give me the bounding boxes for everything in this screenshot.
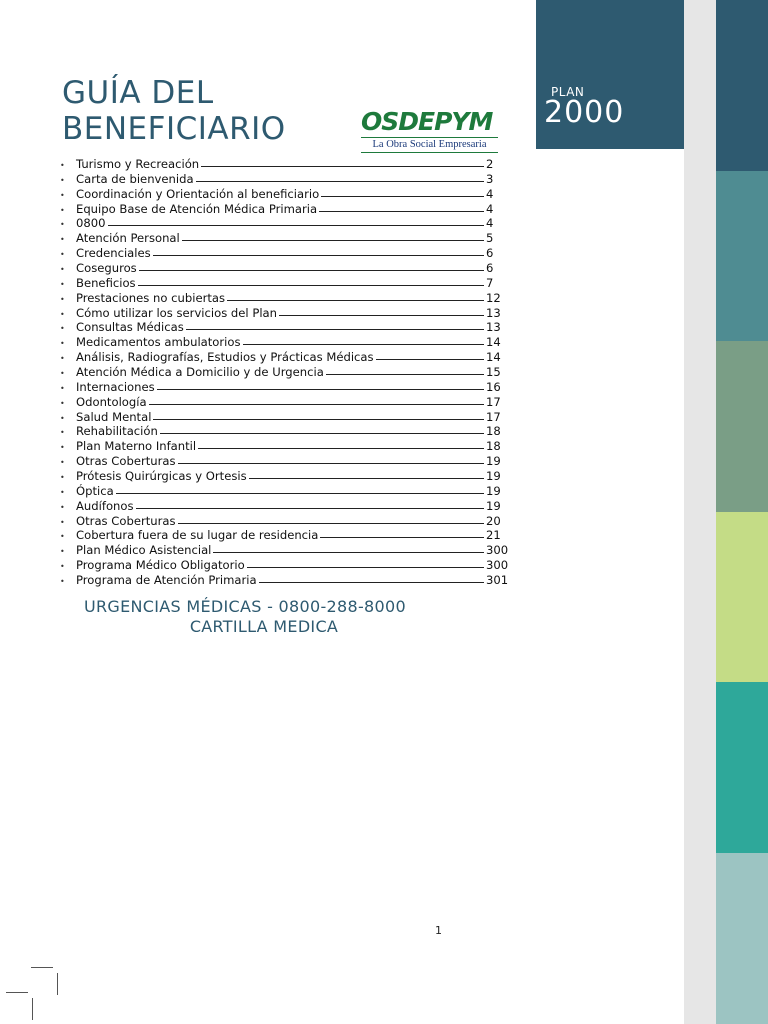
color-stripe-block — [716, 171, 768, 342]
toc-entry-label: Rehabilitación — [76, 424, 158, 439]
bullet-icon: • — [60, 383, 65, 393]
toc-entry[interactable] — [60, 499, 510, 514]
toc-entry-page: 4 — [486, 201, 494, 216]
leader-line — [116, 493, 484, 494]
toc-entry[interactable] — [60, 514, 510, 529]
toc-entry-label: Plan Médico Asistencial — [76, 543, 212, 558]
bullet-icon: • — [60, 294, 65, 304]
toc-entry-page: 21 — [486, 528, 501, 543]
side-color-stripe — [716, 0, 768, 1024]
bullet-icon: • — [60, 413, 65, 423]
toc-entry[interactable] — [60, 484, 510, 499]
bullet-icon: • — [60, 398, 65, 408]
leader-line — [136, 508, 484, 509]
toc-entry[interactable] — [60, 439, 510, 454]
toc-entry-page: 18 — [486, 424, 501, 439]
toc-entry-label: Beneficios — [76, 275, 136, 290]
toc-entry-label: Audífonos — [76, 498, 134, 513]
leader-line — [326, 374, 484, 375]
leader-line — [213, 552, 484, 553]
toc-entry-page: 6 — [486, 246, 494, 261]
cartilla-medica-heading: CARTILLA MEDICA — [189, 617, 339, 636]
toc-entry[interactable] — [60, 350, 510, 365]
toc-entry-label: Plan Materno Infantil — [76, 439, 197, 454]
toc-entry[interactable] — [60, 276, 510, 291]
toc-entry-label: Carta de bienvenida — [76, 171, 194, 186]
toc-entry-page: 3 — [486, 171, 494, 186]
leader-line — [198, 448, 484, 449]
toc-entry-label: Medicamentos ambulatorios — [76, 335, 241, 350]
toc-entry-label: Análisis, Radiografías, Estudios y Prácticas Médicas — [76, 350, 374, 365]
toc-entry[interactable] — [60, 365, 510, 380]
toc-entry[interactable] — [60, 454, 510, 469]
toc-entry-page: 19 — [486, 498, 501, 513]
leader-line — [178, 523, 484, 524]
toc-entry-label: Programa Médico Obligatorio — [76, 558, 245, 573]
toc-entry[interactable] — [60, 424, 510, 439]
bullet-icon: • — [60, 309, 65, 319]
toc-entry-page: 12 — [486, 290, 501, 305]
osdepym-logo — [361, 108, 498, 152]
leader-line — [149, 404, 484, 405]
bullet-icon: • — [60, 190, 65, 200]
toc-entry-label: Óptica — [76, 483, 114, 498]
toc-entry[interactable] — [60, 157, 510, 172]
toc-entry-label: Cómo utilizar los servicios del Plan — [76, 305, 277, 320]
bullet-icon: • — [60, 235, 65, 245]
leader-line — [249, 478, 484, 479]
toc-entry-label: Atención Personal — [76, 231, 180, 246]
plan-badge — [536, 0, 684, 149]
page-title — [62, 75, 286, 147]
toc-entry[interactable] — [60, 380, 510, 395]
bullet-icon: • — [60, 487, 65, 497]
bullet-icon: • — [60, 220, 65, 230]
bullet-icon: • — [60, 517, 65, 527]
toc-entry-label: 0800 — [76, 216, 106, 231]
bullet-icon: • — [60, 339, 65, 349]
plan-number: 2000 — [544, 95, 625, 130]
leader-line — [279, 315, 484, 316]
toc-entry[interactable] — [60, 528, 510, 543]
bullet-icon: • — [60, 324, 65, 334]
bullet-icon: • — [60, 250, 65, 260]
toc-entry-label: Consultas Médicas — [76, 320, 184, 335]
crop-mark — [32, 998, 33, 1020]
toc-entry[interactable] — [60, 558, 510, 573]
bullet-icon: • — [60, 161, 65, 170]
toc-entry[interactable] — [60, 216, 510, 231]
table-of-contents — [60, 157, 510, 588]
emergency-phone: URGENCIAS MÉDICAS - 0800-288-8000 — [84, 597, 406, 616]
logo-tagline: La Obra Social Empresaria — [361, 137, 498, 153]
bullet-icon: • — [60, 175, 65, 185]
toc-entry-label: Otras Coberturas — [76, 513, 176, 528]
bullet-icon: • — [60, 354, 65, 364]
leader-line — [321, 196, 484, 197]
bullet-icon: • — [60, 547, 65, 557]
toc-entry-page: 300 — [486, 543, 509, 558]
color-stripe-block — [716, 512, 768, 683]
toc-entry[interactable] — [60, 172, 510, 187]
title-line-2: BENEFICIARIO — [62, 111, 286, 147]
leader-line — [243, 344, 484, 345]
toc-entry[interactable] — [60, 335, 510, 350]
toc-entry-page: 14 — [486, 335, 501, 350]
toc-entry[interactable] — [60, 320, 510, 335]
leader-line — [153, 419, 484, 420]
toc-entry-page: 4 — [486, 216, 494, 231]
leader-line — [319, 211, 484, 212]
side-gray-band — [684, 0, 716, 1024]
bullet-icon: • — [60, 473, 65, 483]
title-line-1: GUÍA DEL — [62, 75, 214, 111]
leader-line — [376, 359, 484, 360]
bullet-icon: • — [60, 428, 65, 438]
toc-entry[interactable] — [60, 261, 510, 276]
crop-mark — [31, 967, 53, 968]
toc-entry-label: Equipo Base de Atención Médica Primaria — [76, 201, 318, 216]
toc-entry-page: 14 — [486, 350, 501, 365]
toc-entry-page: 5 — [486, 231, 494, 246]
plan-label: PLAN — [551, 85, 585, 99]
toc-entry[interactable] — [60, 246, 510, 261]
toc-entry[interactable] — [60, 291, 510, 306]
bullet-icon: • — [60, 265, 65, 275]
leader-line — [196, 181, 484, 182]
toc-entry[interactable] — [60, 410, 510, 425]
toc-entry-label: Atención Médica a Domicilio y de Urgencia — [76, 365, 324, 380]
leader-line — [139, 270, 484, 271]
bullet-icon: • — [60, 532, 65, 542]
toc-entry[interactable] — [60, 187, 510, 202]
toc-entry-page: 17 — [486, 394, 501, 409]
bullet-icon: • — [60, 369, 65, 379]
toc-entry[interactable] — [60, 202, 510, 217]
crop-mark — [6, 992, 28, 993]
leader-line — [247, 567, 484, 568]
logo-wordmark: OSDEPYM — [361, 107, 493, 136]
toc-entry-page: 13 — [486, 320, 501, 335]
toc-entry-page: 6 — [486, 261, 494, 276]
leader-line — [108, 225, 484, 226]
bullet-icon: • — [60, 502, 65, 512]
leader-line — [259, 582, 484, 583]
bullet-icon: • — [60, 577, 65, 587]
toc-entry-label: Credenciales — [76, 246, 151, 261]
toc-entry[interactable] — [60, 306, 510, 321]
toc-entry-page: 301 — [486, 573, 509, 588]
bullet-icon: • — [60, 279, 65, 289]
toc-entry-page: 17 — [486, 409, 501, 424]
leader-line — [138, 285, 484, 286]
toc-entry[interactable] — [60, 231, 510, 246]
toc-entry-page: 18 — [486, 439, 501, 454]
toc-entry-label: Salud Mental — [76, 409, 152, 424]
bullet-icon: • — [60, 205, 65, 215]
toc-entry-label: Internaciones — [76, 379, 155, 394]
toc-entry-page: 19 — [486, 469, 501, 484]
color-stripe-block — [716, 853, 768, 1024]
bullet-icon: • — [60, 443, 65, 453]
toc-entry-label: Prótesis Quirúrgicas y Ortesis — [76, 469, 247, 484]
toc-entry[interactable] — [60, 395, 510, 410]
page-number: 1 — [435, 924, 442, 937]
toc-entry-label: Programa de Atención Primaria — [76, 573, 257, 588]
toc-entry-page: 16 — [486, 379, 501, 394]
toc-entry-label: Odontología — [76, 394, 147, 409]
crop-mark — [57, 973, 58, 995]
toc-entry-page: 13 — [486, 305, 501, 320]
leader-line — [227, 300, 484, 301]
toc-entry-page: 4 — [486, 186, 494, 201]
leader-line — [186, 329, 484, 330]
leader-line — [182, 240, 484, 241]
toc-entry-label: Otras Coberturas — [76, 454, 176, 469]
toc-entry[interactable] — [60, 543, 510, 558]
toc-entry-page: 19 — [486, 483, 501, 498]
toc-entry-page: 300 — [486, 558, 509, 573]
leader-line — [160, 433, 484, 434]
toc-entry-page: 19 — [486, 454, 501, 469]
toc-entry-label: Prestaciones no cubiertas — [76, 290, 226, 305]
color-stripe-block — [716, 0, 768, 171]
leader-line — [178, 463, 484, 464]
toc-entry-page: 20 — [486, 513, 501, 528]
toc-entry-page: 15 — [486, 365, 501, 380]
toc-entry-label: Turismo y Recreación — [76, 157, 200, 171]
toc-entry-label: Coordinación y Orientación al beneficiario — [76, 186, 320, 201]
bullet-icon: • — [60, 458, 65, 468]
color-stripe-block — [716, 341, 768, 512]
toc-entry-page: 2 — [486, 157, 494, 171]
toc-entry-page: 7 — [486, 275, 494, 290]
leader-line — [201, 166, 484, 167]
leader-line — [157, 389, 484, 390]
toc-entry-label: Coseguros — [76, 261, 137, 276]
toc-entry-label: Cobertura fuera de su lugar de residencia — [76, 528, 319, 543]
leader-line — [153, 255, 484, 256]
color-stripe-block — [716, 682, 768, 853]
toc-entry[interactable] — [60, 469, 510, 484]
bullet-icon: • — [60, 562, 65, 572]
leader-line — [320, 537, 484, 538]
toc-entry[interactable] — [60, 573, 510, 588]
